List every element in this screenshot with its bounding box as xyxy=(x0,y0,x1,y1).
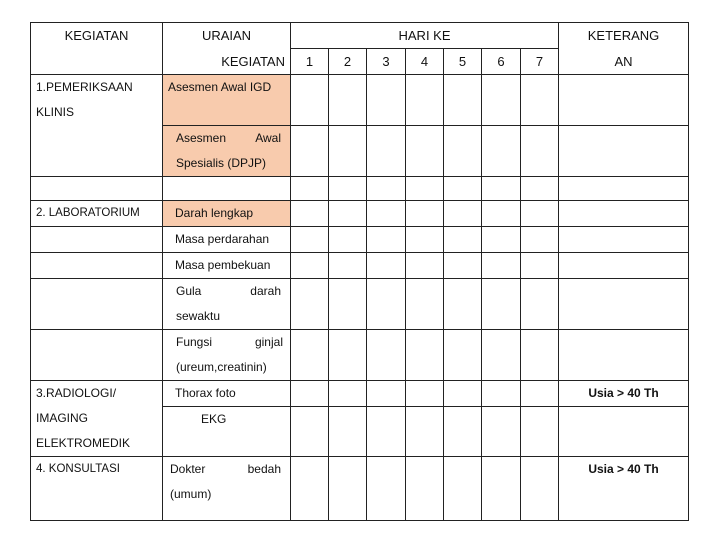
day-6: 6 xyxy=(482,49,521,75)
day-5: 5 xyxy=(444,49,482,75)
cell xyxy=(559,200,689,226)
cell xyxy=(444,329,482,380)
cell xyxy=(521,200,559,226)
uraian-header-line1: URAIAN xyxy=(163,23,291,49)
cell xyxy=(482,200,521,226)
cell xyxy=(444,75,482,126)
keterangan-konsultasi: Usia > 40 Th xyxy=(559,457,689,521)
cell xyxy=(406,125,444,176)
cell xyxy=(559,125,689,176)
pemeriksaan-title-line1: 1.PEMERIKSAAN xyxy=(36,80,133,94)
cell xyxy=(406,176,444,200)
row-lab-gula-darah xyxy=(31,278,689,329)
section-title-radiologi-cont xyxy=(31,406,163,457)
cell xyxy=(406,380,444,406)
cell xyxy=(444,125,482,176)
cell xyxy=(31,278,163,329)
cell xyxy=(329,252,367,278)
item-asesmen-spesialis: Asesmen Awal Spesialis (DPJP) xyxy=(163,125,291,176)
section-title-radiologi xyxy=(31,380,163,406)
cell xyxy=(367,252,406,278)
cell xyxy=(367,125,406,176)
keterangan-header-line2: AN xyxy=(559,49,689,75)
item-dokter-bedah: Dokter bedah (umum) xyxy=(163,457,291,521)
cell xyxy=(406,278,444,329)
cell xyxy=(367,406,406,457)
keterangan-header-line1: KETERANG xyxy=(559,23,689,49)
row-radiologi-thorax xyxy=(31,380,689,406)
cell xyxy=(367,200,406,226)
cell xyxy=(329,329,367,380)
cell xyxy=(329,200,367,226)
pemeriksaan-title-line2: KLINIS xyxy=(36,105,75,119)
cell xyxy=(291,200,329,226)
day-4: 4 xyxy=(406,49,444,75)
cell xyxy=(482,252,521,278)
cell xyxy=(482,75,521,126)
cell xyxy=(291,176,329,200)
cell xyxy=(406,329,444,380)
cell xyxy=(521,278,559,329)
header-row-1 xyxy=(31,23,689,49)
keterangan-radiologi: Usia > 40 Th xyxy=(559,380,689,406)
cell xyxy=(406,226,444,252)
cell xyxy=(559,278,689,329)
item-masa-perdarahan: Masa perdarahan xyxy=(163,226,291,252)
cell xyxy=(521,457,559,521)
cell xyxy=(329,457,367,521)
row-pemeriksaan-igd xyxy=(31,75,689,126)
cell xyxy=(521,226,559,252)
cell xyxy=(444,457,482,521)
cell xyxy=(406,252,444,278)
row-pemeriksaan-spesialis xyxy=(31,125,689,176)
item-masa-pembekuan: Masa pembekuan xyxy=(163,252,291,278)
cell xyxy=(559,226,689,252)
cell xyxy=(367,457,406,521)
cell xyxy=(31,252,163,278)
cell xyxy=(406,75,444,126)
cell xyxy=(329,125,367,176)
cell xyxy=(559,75,689,126)
cell xyxy=(559,329,689,380)
cell xyxy=(482,278,521,329)
item-fungsi-ginjal: Fungsi ginjal (ureum,creatinin) xyxy=(163,329,291,380)
day-1: 1 xyxy=(291,49,329,75)
cell xyxy=(521,406,559,457)
cell xyxy=(444,380,482,406)
cell xyxy=(291,380,329,406)
cell xyxy=(482,176,521,200)
cell xyxy=(482,406,521,457)
cell xyxy=(291,457,329,521)
cell xyxy=(406,200,444,226)
cell xyxy=(291,329,329,380)
cell xyxy=(521,252,559,278)
row-lab-darah-lengkap xyxy=(31,200,689,226)
cell xyxy=(367,329,406,380)
cell xyxy=(521,380,559,406)
cell xyxy=(406,457,444,521)
section-title-pemeriksaan xyxy=(31,75,163,126)
cell xyxy=(521,176,559,200)
row-lab-fungsi-ginjal xyxy=(31,329,689,380)
cell xyxy=(444,278,482,329)
row-radiologi-ekg xyxy=(31,406,689,457)
cell xyxy=(559,176,689,200)
cell xyxy=(291,226,329,252)
cell xyxy=(329,278,367,329)
cell xyxy=(559,406,689,457)
radiologi-title-line3: ELEKTROMEDIK xyxy=(36,436,131,450)
cell xyxy=(329,380,367,406)
cell xyxy=(444,200,482,226)
cell xyxy=(444,252,482,278)
cell xyxy=(291,278,329,329)
cell xyxy=(367,278,406,329)
cell xyxy=(482,380,521,406)
cell xyxy=(367,226,406,252)
cell xyxy=(482,125,521,176)
cell xyxy=(291,125,329,176)
row-konsultasi-dokter xyxy=(31,457,689,521)
item-ekg: EKG xyxy=(163,406,291,457)
cell xyxy=(31,226,163,252)
uraian-header-line2: KEGIATAN xyxy=(163,49,291,75)
cell xyxy=(163,176,291,200)
cell xyxy=(444,226,482,252)
kegiatan-header: KEGIATAN xyxy=(31,23,163,75)
cell xyxy=(521,75,559,126)
cell xyxy=(406,406,444,457)
row-lab-masa-perdarahan xyxy=(31,226,689,252)
cell xyxy=(291,252,329,278)
item-gula-darah-sewaktu: Gula darah sewaktu xyxy=(163,278,291,329)
section-title-laboratorium: 2. LABORATORIUM xyxy=(31,200,163,226)
item-asesmen-igd: Asesmen Awal IGD xyxy=(163,75,291,126)
item-darah-lengkap: Darah lengkap xyxy=(163,200,291,226)
radiologi-title-line2: IMAGING xyxy=(36,411,89,425)
cell xyxy=(367,380,406,406)
cell xyxy=(329,176,367,200)
empty-title-cell xyxy=(31,125,163,176)
day-3: 3 xyxy=(367,49,406,75)
cell xyxy=(329,406,367,457)
cell xyxy=(482,457,521,521)
cell xyxy=(482,226,521,252)
clinical-pathway-table xyxy=(30,22,689,521)
cell xyxy=(367,75,406,126)
cell xyxy=(521,329,559,380)
cell xyxy=(559,252,689,278)
day-2: 2 xyxy=(329,49,367,75)
cell xyxy=(329,226,367,252)
cell xyxy=(444,176,482,200)
cell xyxy=(291,75,329,126)
cell xyxy=(521,125,559,176)
cell xyxy=(31,329,163,380)
row-spacer xyxy=(31,176,689,200)
cell xyxy=(367,176,406,200)
section-title-konsultasi: 4. KONSULTASI xyxy=(31,457,163,521)
cell xyxy=(329,75,367,126)
row-lab-masa-pembekuan xyxy=(31,252,689,278)
cell xyxy=(31,176,163,200)
hari-ke-header: HARI KE xyxy=(291,23,559,49)
day-7: 7 xyxy=(521,49,559,75)
cell xyxy=(482,329,521,380)
radiologi-title-line1: 3.RADIOLOGI/ xyxy=(36,385,117,400)
cell xyxy=(444,406,482,457)
item-thorax-foto: Thorax foto xyxy=(163,380,291,406)
cell xyxy=(291,406,329,457)
